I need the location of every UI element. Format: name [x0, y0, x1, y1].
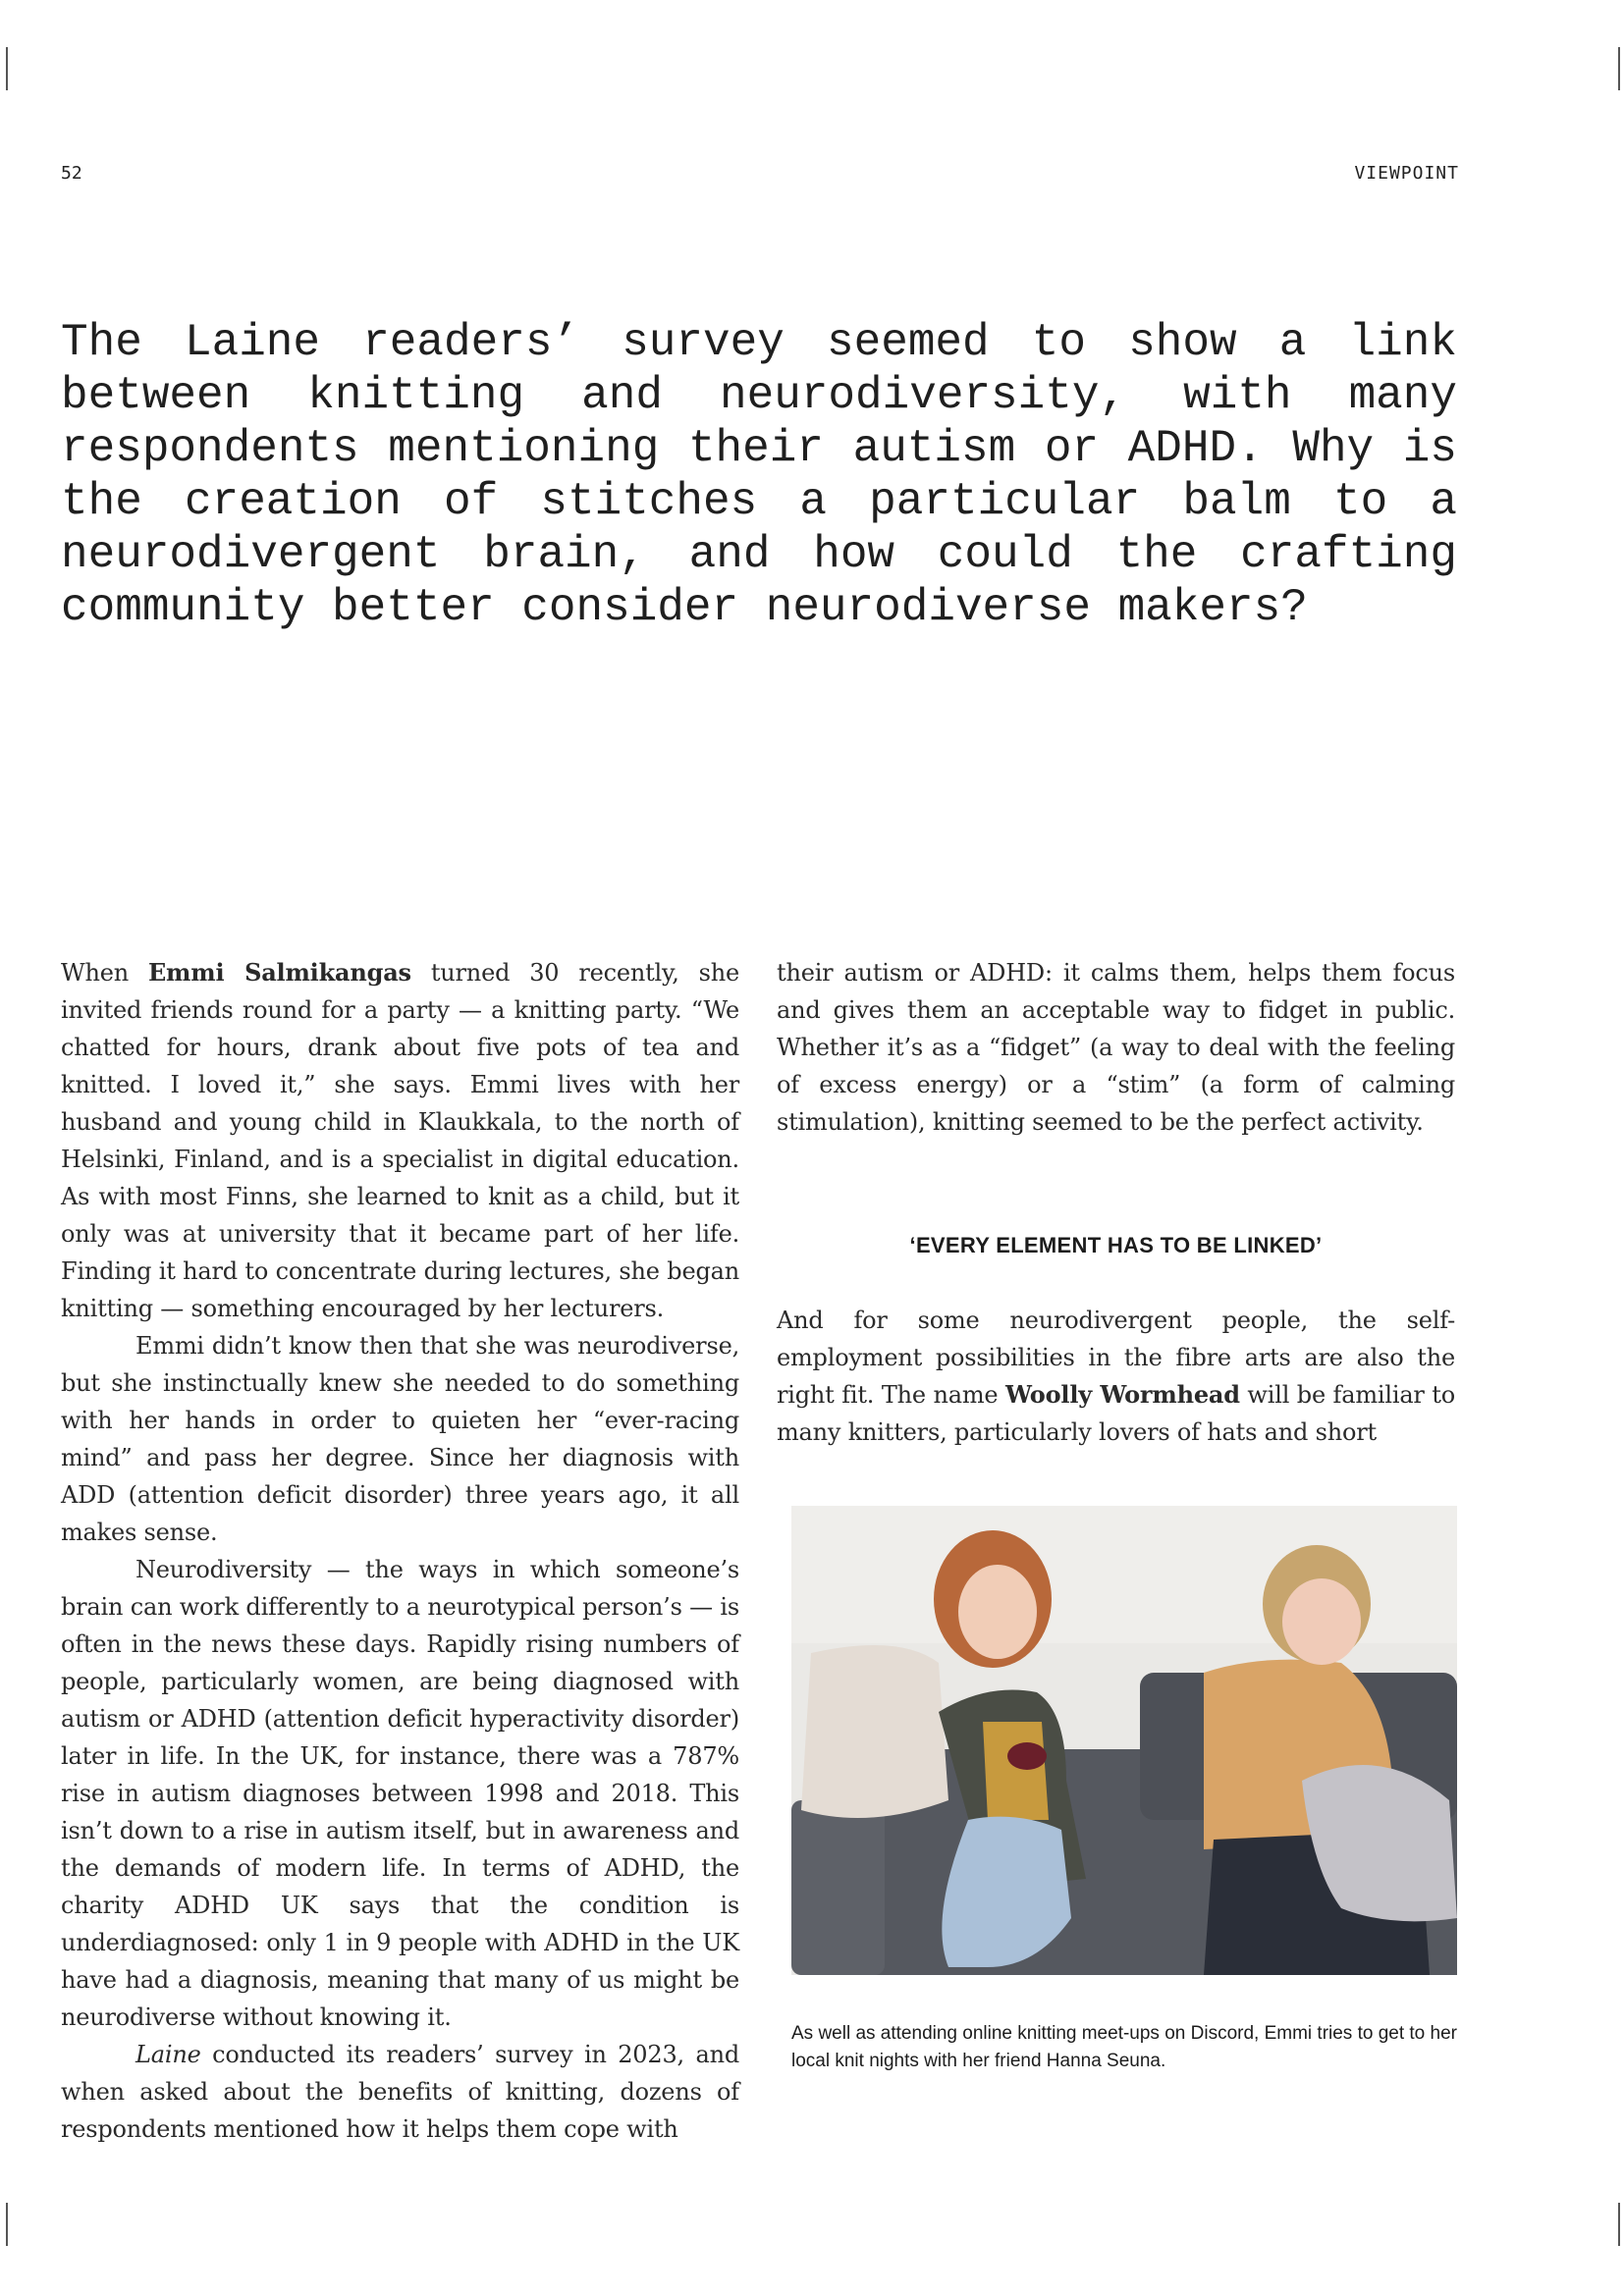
paragraph-5: their autism or ADHD: it calms them, helps them focus and gives them an acceptable way to fidget in public. Whether it’s as a “fidget” (a way to deal with the feeling of excess energy) or a “stim” (a form of calming stimulation), knitting seemed to be the perfect activity. — [777, 959, 1455, 1136]
paragraph-1: When Emmi Salmikangas turned 30 recently, she invited friends round for a party — a knitting party. “We chatted for hours, drank about five pots of tea and knitted. I loved it,” she says. Emmi lives with her husband and young child in Klaukkala, to the north of Helsinki, Finland, and is a specialist in digital education. As with most Finns, she learned to knit as a child, but it only was at university that it became part of her life. Finding it hard to concentrate during lectures, she began knitting — something encouraged by her lecturers. — [61, 958, 739, 1322]
section-label: VIEWPOINT — [1354, 163, 1459, 184]
paragraph-6: And for some neurodivergent people, the self-employment possibilities in the fibre arts are also the right fit. The name Woolly Wormhead will be familiar to many knitters, particularly lovers of hats and short — [777, 1307, 1455, 1446]
magazine-name: Laine — [135, 2041, 201, 2068]
photo-illustration — [791, 1506, 1457, 1975]
crop-mark-bottom-left — [6, 2203, 8, 2246]
crop-mark-bottom-right — [1618, 2203, 1620, 2246]
standfirst: The Laine readers’ survey seemed to show a link between knitting and neurodiversity, with many respondents mentioning their autism or ADHD. Why is the creation of stitches a particular balm to a neurodivergent brain, and how could the crafting community better consider neurodiverse makers? — [61, 317, 1457, 633]
paragraph-3: Neurodiversity — the ways in which someone’s brain can work differently to a neurotypical person’s — is often in the news these days. Rapidly rising numbers of people, particularly women, are being diagnosed with autism or ADHD (attention deficit hyperactivity disorder) later in life. In the UK, for instance, there was a 787% rise in autism diagnoses between 1998 and 2018. This isn’t down to a rise in autism itself, but in awareness and the demands of modern life. In terms of ADHD, the charity ADHD UK says that the condition is underdiagnosed: only 1 in 9 people with ADHD in the UK have had a diagnosis, meaning that many of us might be neurodiverse without knowing it. — [61, 1556, 739, 2031]
photo-knitting-friends — [791, 1506, 1457, 1975]
article-column-right — [777, 954, 1455, 1451]
crop-mark-top-left — [6, 47, 8, 90]
subheading: ‘EVERY ELEMENT HAS TO BE LINKED’ — [909, 1233, 1323, 1257]
designer-name: Woolly Wormhead — [1005, 1380, 1240, 1409]
crop-mark-top-right — [1618, 47, 1620, 90]
article-column-left — [61, 954, 739, 2148]
paragraph-2: Emmi didn’t know then that she was neurodiverse, but she instinctually knew she needed to do something with her hands in order to quieten her “ever-racing mind” and pass her degree. Since her diagnosis with ADD (attention deficit disorder) three years ago, it all makes sense. — [61, 1332, 739, 1546]
page-number: 52 — [61, 163, 82, 184]
paragraph-4: Laine conducted its readers’ survey in 2023, and when asked about the benefits of knitting, dozens of respondents mentioned how it helps them cope with — [61, 2041, 739, 2143]
photo-caption: As well as attending online knitting meet-ups on Discord, Emmi tries to get to her local knit nights with her friend Hanna Seuna. — [791, 2023, 1457, 2071]
person-name: Emmi Salmikangas — [147, 958, 411, 987]
